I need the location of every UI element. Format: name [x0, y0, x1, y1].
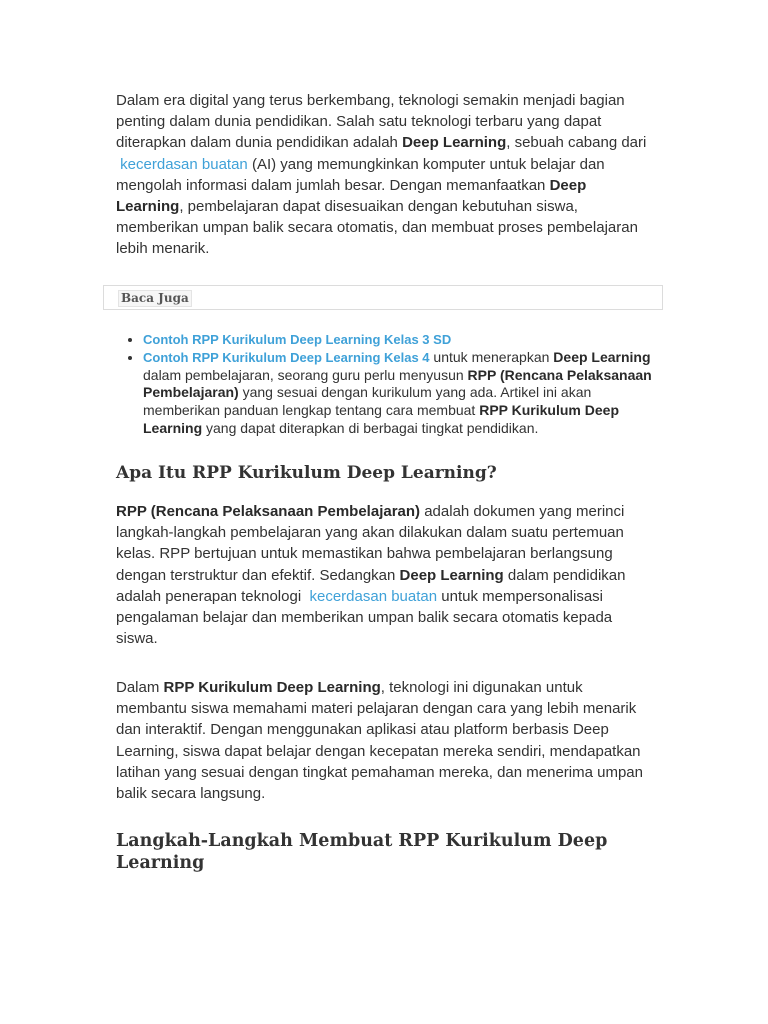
intro-paragraph	[116, 90, 648, 260]
related-text-1: untuk menerapkan	[429, 348, 554, 365]
list-item	[143, 349, 663, 438]
link-kecerdasan-buatan[interactable]: kecerdasan buatan	[120, 155, 248, 173]
related-text-3: yang sesuai dengan kurikulum yang ada. Artikel ini akan memberikan panduan lengkap tentang cara membuat	[143, 384, 592, 419]
s1-text-1: adalah dokumen yang merinci langkah-langkah pembelajaran yang akan dilakukan dalam suatu pertemuan kelas. RPP bertujuan untuk memastikan bahwa pembelajaran berlangsung dengan terstruktur dan efektif. Sedangkan	[116, 503, 625, 584]
s1p2-bold-rpp-kurikulum: RPP Kurikulum Deep Learning	[163, 679, 381, 696]
intro-text-1: Dalam era digital yang terus berkembang, teknologi semakin menjadi bagian penting dalam dunia pendidikan. Salah satu teknologi terbaru yang dapat diterapkan dalam dunia pendidikan adalah	[116, 92, 625, 152]
s1p2-text-2: , teknologi ini digunakan untuk membantu siswa memahami materi pelajaran dengan cara yang lebih menarik dan interaktif. Dengan menggunakan aplikasi atau platform berbasis Deep Learning, siswa dapat belajar dengan kecepatan mereka sendiri, mendapatkan latihan yang sesuai dengan tingkat pemahaman mereka, dan menerima umpan balik secara langsung.	[116, 679, 643, 803]
section-heading-langkah-langkah: Langkah-Langkah Membuat RPP Kurikulum Deep Learning	[116, 831, 608, 873]
section1-paragraph-1	[116, 501, 648, 649]
s1-bold-deep-learning: Deep Learning	[399, 566, 504, 584]
section-heading-apa-itu-rpp: Apa Itu RPP Kurikulum Deep Learning?	[116, 463, 497, 483]
intro-text-2: , sebuah cabang dari	[506, 134, 647, 152]
s1p2-text-1: Dalam	[116, 679, 164, 696]
related-articles-list	[116, 331, 663, 438]
intro-text-3: (AI) yang memungkinkan komputer untuk belajar dan mengolah informasi dalam jumlah besar. Dengan memanfaatkan	[116, 155, 605, 194]
related-link-kelas-4[interactable]: Contoh RPP Kurikulum Deep Learning Kelas 4	[143, 349, 430, 365]
related-text-4: yang dapat diterapkan di berbagai tingkat pendidikan.	[202, 419, 539, 436]
related-text-2: dalam pembelajaran, seorang guru perlu menyusun	[143, 366, 468, 383]
related-bold-rpp: RPP (Rencana Pelaksanaan Pembelajaran)	[143, 366, 652, 401]
intro-bold-deep-learning-2: Deep Learning	[116, 176, 587, 216]
read-also-box	[103, 285, 663, 310]
s1-text-2: dalam pendidikan adalah penerapan teknologi	[116, 566, 626, 605]
related-bold-deep-learning: Deep Learning	[553, 348, 651, 365]
related-bold-rpp-kurikulum: RPP Kurikulum Deep Learning	[143, 402, 619, 436]
read-also-label: Baca Juga	[118, 290, 192, 307]
related-link-kelas-3-sd[interactable]: Contoh RPP Kurikulum Deep Learning Kelas 3 SD	[143, 332, 452, 347]
list-item	[143, 331, 663, 349]
intro-text-4: , pembelajaran dapat disesuaikan dengan kebutuhan siswa, memberikan umpan balik secara otomatis, dan membuat proses pembelajaran lebih menarik.	[116, 198, 638, 258]
s1-bold-rpp: RPP (Rencana Pelaksanaan Pembelajaran)	[116, 503, 421, 520]
s1-text-3: untuk mempersonalisasi pengalaman belajar dan memberikan umpan balik secara otomatis kepada siswa.	[116, 587, 613, 648]
intro-bold-deep-learning-1: Deep Learning	[402, 134, 507, 152]
section1-paragraph-2	[116, 677, 648, 804]
link-kecerdasan-buatan-2[interactable]: kecerdasan buatan	[309, 587, 438, 605]
